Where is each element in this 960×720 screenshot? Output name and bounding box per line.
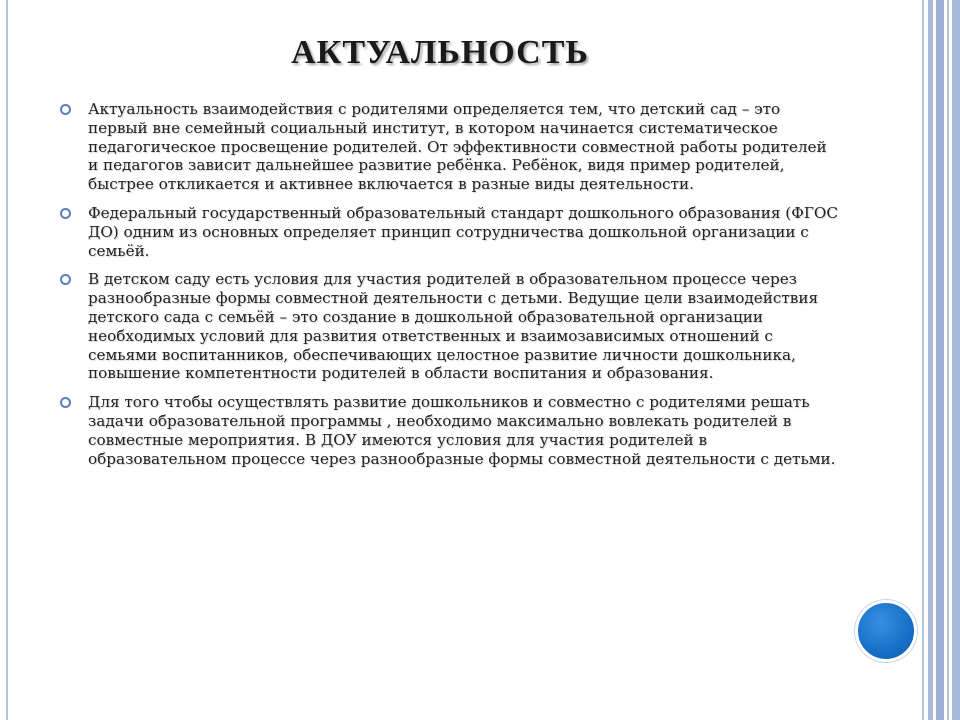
right-decor-bar xyxy=(947,0,949,720)
left-frame-line xyxy=(6,0,8,720)
bullet-item xyxy=(58,204,838,260)
bullet-text: Для того чтобы осуществлять развитие дошкольников и совместно с родителями решать задачи образовательной программы , необходимо максимально вовлекать родителей в совместные мероприятия. В ДОУ имеются условия для участия родителей в образовательном процессе через разнообразные формы совместной деятельности с детьми. xyxy=(88,393,836,468)
bullet-item xyxy=(58,393,838,468)
decorative-blue-circle xyxy=(855,600,917,662)
bullet-circle-icon xyxy=(60,397,71,408)
bullet-circle-icon xyxy=(60,274,71,285)
right-decor-bar xyxy=(936,0,944,720)
bullet-circle-icon xyxy=(60,208,71,219)
bullet-item xyxy=(58,100,838,194)
slide-title: АКТУАЛЬНОСТЬ xyxy=(291,34,589,71)
bullet-text: В детском саду есть условия для участия родителей в образовательном процессе через разнообразные формы совместной деятельности с детьми. Ведущие цели взаимодействия детского сада с семьёй – это создание в дошкольной образовательной организации необходимых условий для развития ответственных и взаимозависимых отношений с семьями воспитанников, обеспечивающих целостное развитие личности дошкольника, повышение компетентности родителей в области воспитания и образования. xyxy=(88,270,819,383)
right-decor-bar xyxy=(952,0,960,720)
bullet-text: Актуальность взаимодействия с родителями определяется тем, что детский сад – это первый вне семейный социальный институт, в котором начинается систематическое педагогическое просвещение родителей. От эффективности совместной работы родителей и педагогов зависит дальнейшее развитие ребёнка. Ребёнок, видя пример родителей, быстрее откликается и активнее включается в разные виды деятельности. xyxy=(88,100,827,194)
right-decor-bar xyxy=(922,0,924,720)
bullet-circle-icon xyxy=(60,104,71,115)
bullet-text: Федеральный государственный образовательный стандарт дошкольного образования (ФГОС ДО) одним из основных определяет принцип сотрудничества дошкольной организации с семьёй. xyxy=(88,203,838,260)
bullet-item xyxy=(58,270,838,383)
bullet-list xyxy=(58,100,838,478)
right-decor-bar xyxy=(928,0,933,720)
